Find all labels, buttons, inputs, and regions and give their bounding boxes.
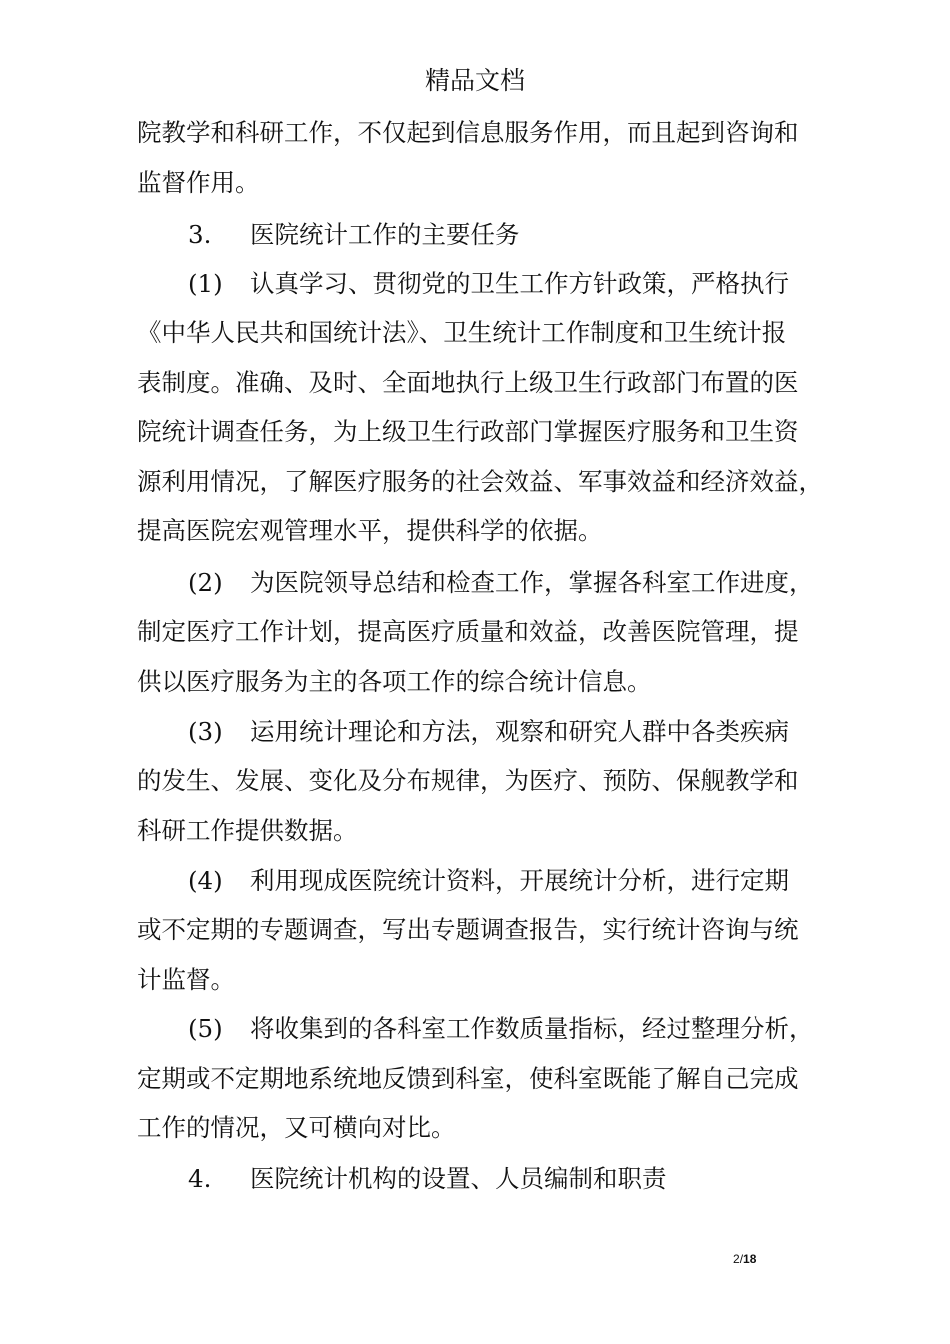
list-item: (5) 将收集到的各科室工作数质量指标，经过整理分析， xyxy=(188,1014,814,1043)
section-number: 4. xyxy=(188,1164,212,1193)
body-line: 监督作用。 xyxy=(137,168,260,197)
body-line: 提高医院宏观管理水平，提供科学的依据。 xyxy=(137,516,603,545)
body-line: 或不定期的专题调查，写出专题调查报告，实行统计咨询与统 xyxy=(137,915,799,944)
list-item: (2) 为医院领导总结和检查工作，掌握各科室工作进度， xyxy=(188,568,814,597)
item-number: (1) xyxy=(188,269,223,298)
body-line: 《中华人民共和国统计法》、卫生统计工作制度和卫生统计报 xyxy=(137,318,787,347)
item-number: (4) xyxy=(188,866,223,895)
section-number: 3. xyxy=(188,220,212,249)
item-number: (5) xyxy=(188,1014,223,1043)
body-line: 计监督。 xyxy=(137,965,235,994)
page-number xyxy=(733,1252,756,1266)
body-line: 院统计调查任务，为上级卫生行政部门掌握医疗服务和卫生资 xyxy=(137,417,799,446)
body-line: 工作的情况，又可横向对比。 xyxy=(137,1113,456,1142)
page-header: 精品文档 xyxy=(425,66,526,95)
list-item: (3) 运用统计理论和方法，观察和研究人群中各类疾病 xyxy=(188,717,789,746)
page-separator: / xyxy=(739,1252,744,1266)
body-line: 表制度。准确、及时、全面地执行上级卫生行政部门布置的医 xyxy=(137,368,799,397)
body-line: 院教学和科研工作，不仅起到信息服务作用，而且起到咨询和 xyxy=(137,118,799,147)
body-line: 源利用情况，了解医疗服务的社会效益、军事效益和经济效益， xyxy=(137,467,823,496)
item-number: (3) xyxy=(188,717,223,746)
body-line: 的发生、发展、变化及分布规律，为医疗、预防、保舰教学和 xyxy=(137,766,799,795)
current-page: 2 xyxy=(733,1252,740,1266)
body-line: 科研工作提供数据。 xyxy=(137,816,358,845)
section-heading: 4. 医院统计机构的设置、人员编制和职责 xyxy=(188,1164,667,1193)
section-heading: 3. 医院统计工作的主要任务 xyxy=(188,220,520,249)
list-item: (4) 利用现成医院统计资料，开展统计分析，进行定期 xyxy=(188,866,789,895)
body-line: 供以医疗服务为主的各项工作的综合统计信息。 xyxy=(137,667,652,696)
list-item: (1) 认真学习、贯彻党的卫生工作方针政策，严格执行 xyxy=(188,269,789,298)
total-pages: 18 xyxy=(743,1252,757,1266)
body-line: 制定医疗工作计划，提高医疗质量和效益，改善医院管理，提 xyxy=(137,617,799,646)
body-line: 定期或不定期地系统地反馈到科室，使科室既能了解自己完成 xyxy=(137,1064,799,1093)
item-number: (2) xyxy=(188,568,223,597)
